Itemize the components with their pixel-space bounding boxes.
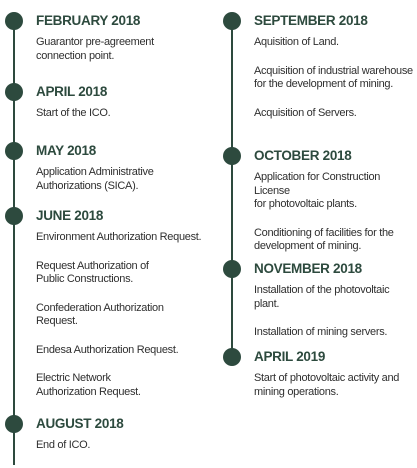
milestone-dot-icon xyxy=(5,142,23,160)
milestone-date: OCTOBER 2018 xyxy=(254,148,352,163)
milestone-item xyxy=(36,344,205,358)
milestone-items xyxy=(254,36,417,135)
milestone-item-line: Electric Network xyxy=(36,372,111,384)
milestone-item xyxy=(254,227,417,254)
milestone-dot-icon xyxy=(223,348,241,366)
milestone-item-line: Endesa Authorization Request. xyxy=(36,343,179,356)
milestone-item xyxy=(36,231,205,245)
milestone-dot-icon xyxy=(5,207,23,225)
milestone-date: MAY 2018 xyxy=(36,143,96,158)
milestone-item-line: Start of photovoltaic activity and xyxy=(254,372,400,384)
milestone-item-line: Authorization Request. xyxy=(36,385,141,398)
milestone-item-line: Conditioning of facilities for the xyxy=(254,226,394,239)
milestone-date: SEPTEMBER 2018 xyxy=(254,13,368,28)
timeline-line xyxy=(231,18,233,358)
milestone-date: APRIL 2018 xyxy=(36,84,108,99)
milestone-item xyxy=(36,302,205,329)
milestone-item xyxy=(254,326,417,340)
milestone-item-line: Acquisition of industrial warehouse xyxy=(254,64,413,77)
milestone-item xyxy=(254,65,417,92)
milestone-item xyxy=(254,107,417,121)
milestone-item-line: Application Administrative xyxy=(36,166,154,178)
milestone-item-line: Environment Authorization Request. xyxy=(36,231,202,243)
milestone-dot-icon xyxy=(5,12,23,30)
milestone-date: FEBRUARY 2018 xyxy=(36,13,141,28)
milestone-date: NOVEMBER 2018 xyxy=(254,261,362,276)
milestone-items xyxy=(254,372,417,414)
milestone-item-line: Acquisition of Servers. xyxy=(254,106,357,119)
milestone-items xyxy=(254,171,417,269)
milestone-item-line: connection point. xyxy=(36,49,115,62)
milestone-date: AUGUST 2018 xyxy=(36,416,124,431)
timeline-right-column xyxy=(218,0,417,465)
milestone-item-line: Public Constructions. xyxy=(36,273,134,285)
milestone-date: JUNE 2018 xyxy=(36,208,104,223)
milestone-items xyxy=(36,166,205,208)
milestone-items xyxy=(36,231,205,414)
milestone-item xyxy=(254,36,417,50)
milestone-item xyxy=(36,260,205,287)
milestone-dot-icon xyxy=(5,415,23,433)
milestone-dot-icon xyxy=(223,12,241,30)
milestone-item-line: Start of the ICO. xyxy=(36,107,111,119)
milestone-item xyxy=(254,372,417,399)
milestone-item-line: for the development of mining. xyxy=(254,78,393,90)
milestone-date: APRIL 2019 xyxy=(254,349,326,364)
milestone-dot-icon xyxy=(223,260,241,278)
milestone-item-line: mining operations. xyxy=(254,385,339,398)
milestone-item xyxy=(36,372,205,399)
timeline-left-column xyxy=(0,0,205,465)
milestone-item-line: Installation of the photovoltaic plant. xyxy=(254,284,390,310)
milestone-items xyxy=(36,439,205,468)
milestone-items xyxy=(36,107,205,136)
milestone-item xyxy=(254,284,417,311)
milestone-item xyxy=(36,166,205,193)
milestone-item xyxy=(36,439,205,453)
milestone-item-line: Application for Construction License xyxy=(254,171,381,197)
milestone-item-line: development of mining. xyxy=(254,240,362,252)
milestone-item-line: Authorizations (SICA). xyxy=(36,179,139,192)
milestone-item-line: for photovoltaic plants. xyxy=(254,198,357,210)
milestone-item xyxy=(36,36,205,63)
milestone-items xyxy=(254,284,417,355)
milestone-item-line: Aquisition of Land. xyxy=(254,36,339,48)
milestone-item-line: Request Authorization of xyxy=(36,259,149,272)
milestone-item-line: End of ICO. xyxy=(36,439,91,451)
milestone-item-line: Installation of mining servers. xyxy=(254,326,388,338)
milestone-dot-icon xyxy=(5,83,23,101)
milestone-items xyxy=(36,36,205,78)
milestone-item-line: Guarantor pre-agreement xyxy=(36,36,154,48)
milestone-dot-icon xyxy=(223,147,241,165)
milestone-item xyxy=(36,107,205,121)
milestone-item xyxy=(254,171,417,212)
milestone-item-line: Confederation Authorization Request. xyxy=(36,301,164,327)
